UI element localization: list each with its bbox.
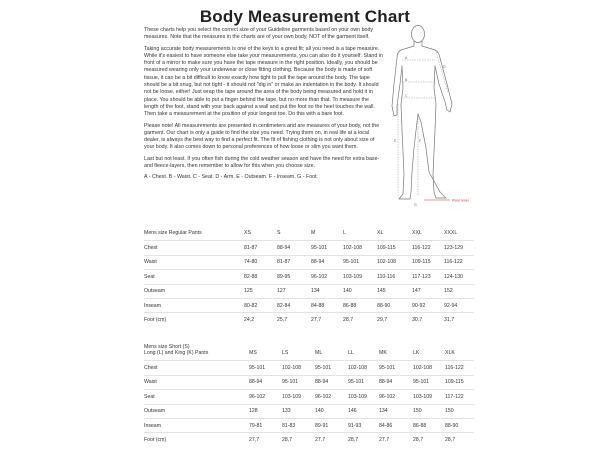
row-label: Seat xyxy=(144,390,249,404)
cell: 95-101 xyxy=(311,241,343,255)
cell: 96-102 xyxy=(379,390,413,404)
size-header: LK xyxy=(413,350,420,357)
regular-pants-size-table xyxy=(144,223,474,327)
intro-paragraph: Last but not least. If you often fish during the cold weather season and have the need for extra base- and fleece-layers, then remember to allow for this when you choose size. xyxy=(144,155,380,170)
cell: 95-101 xyxy=(249,361,282,375)
cell: 127 xyxy=(277,284,311,298)
row-label: Inseam xyxy=(144,418,249,432)
cell: 27,7 xyxy=(311,313,343,327)
cell: 96-102 xyxy=(249,390,282,404)
table-row xyxy=(144,418,474,432)
cell: 81-83 xyxy=(282,418,315,432)
cell: 96-102 xyxy=(311,270,343,284)
cell: 27,7 xyxy=(249,433,282,447)
cell: 117-123 xyxy=(412,270,444,284)
floor-label: Floor level xyxy=(452,198,469,203)
table-row xyxy=(144,375,474,389)
cell: 116-122 xyxy=(445,361,474,375)
cell: 150 xyxy=(413,404,445,418)
size-header: XS xyxy=(244,230,251,237)
cell: 95-101 xyxy=(379,361,413,375)
cell: 140 xyxy=(315,404,348,418)
table-row xyxy=(144,404,474,418)
cell: 95-101 xyxy=(282,375,315,389)
cell: 88-94 xyxy=(379,375,413,389)
cell: 28,7 xyxy=(445,433,474,447)
marker-label-e: E xyxy=(394,139,397,143)
cell: 102-108 xyxy=(343,241,377,255)
cell: 81-87 xyxy=(277,255,311,269)
table-caption-line: Mens size Short (S) xyxy=(144,344,190,351)
cell: 88-94 xyxy=(249,375,282,389)
cell: 74-80 xyxy=(244,255,277,269)
table-row xyxy=(144,298,474,312)
cell: 81-87 xyxy=(244,241,277,255)
body-measurement-figure xyxy=(388,22,478,214)
size-header: XL xyxy=(377,230,384,237)
marker-label-b: B xyxy=(405,78,408,82)
table-row xyxy=(144,284,474,298)
cell: 109-115 xyxy=(412,255,444,269)
table-row xyxy=(144,390,474,404)
row-label: Seat xyxy=(144,270,244,284)
intro-paragraph: Please note! All measurements are presented in centimeters and are measures of your body, not the garment. Our chart is only a guide to find the size you need. Trying them on, in real life at a local dealer, is always the best way to find a perfect fit. The fit of fishing clothing is not only about size of your body. It also comes down to personal preferences of how loose or slim you want them. xyxy=(144,122,380,151)
cell: 86-88 xyxy=(343,298,377,312)
table-row xyxy=(144,270,474,284)
row-label: Waist xyxy=(144,375,249,389)
table-row xyxy=(144,313,474,327)
size-header: XXL xyxy=(412,230,422,237)
cell: 27,7 xyxy=(315,433,348,447)
size-header: MS xyxy=(249,350,257,357)
cell: 28,7 xyxy=(282,433,315,447)
cell: 124-130 xyxy=(444,270,474,284)
table-row xyxy=(144,433,474,447)
cell: 146 xyxy=(348,404,379,418)
marker-label-f: F xyxy=(419,139,422,143)
cell: 95-101 xyxy=(348,375,379,389)
cell: 116-122 xyxy=(444,255,474,269)
cell: 84-88 xyxy=(311,298,343,312)
cell: 102-108 xyxy=(413,361,445,375)
cell: 88-94 xyxy=(277,241,311,255)
cell: 152 xyxy=(444,284,474,298)
row-label: Foot (cm) xyxy=(144,313,244,327)
cell: 25,7 xyxy=(277,313,311,327)
cell: 116-122 xyxy=(412,241,444,255)
cell: 24,2 xyxy=(244,313,277,327)
cell: 89-95 xyxy=(277,270,311,284)
row-label: Outseam xyxy=(144,404,249,418)
size-header: MK xyxy=(379,350,387,357)
table-row xyxy=(144,241,474,255)
cell: 31,7 xyxy=(444,313,474,327)
row-label: Waist xyxy=(144,255,244,269)
cell: 88-94 xyxy=(315,375,348,389)
cell: 95-101 xyxy=(315,361,348,375)
cell: 133 xyxy=(282,404,315,418)
cell: 29,7 xyxy=(377,313,412,327)
cell: 96-102 xyxy=(315,390,348,404)
marker-label-c: C xyxy=(405,94,408,98)
measurement-legend: A - Chest. B - Waist. C - Seat. D - Arm. E - Outseam. F - Inseam. G - Foot. xyxy=(144,174,319,181)
cell: 109-115 xyxy=(445,375,474,389)
size-header: M xyxy=(311,230,316,237)
intro-paragraph: Taking accurate body measurements is one of the keys to a great fit; all you need is a tape measure. While it's easiest to have someone else take your measurements, you can also do it yourself. Stand in front of a mirror to make sure you have the tape measure in the right position. Ideally, you should be measured wearing only your underwear or close fitting clothing. Because the body is made of soft tissue, it can be a bit difficult to know exactly how tight to pull the tape around the body. The tape should be a bit snug, but not tight - it should not "dig in" or make an indentation in the body. It should not be loose, either! Just wrap the tape around the area of the body being measured and hold it in place. You should be able to put a finger behind the tape, but no more than that. To measure the length of the foot, stand with your back against a wall and put the foot so the heel touches the wall. Then take a measurement at the position of your longest toe. Do this with a bare foot. xyxy=(144,45,383,118)
size-header: S xyxy=(277,230,281,237)
size-header: XLK xyxy=(445,350,455,357)
cell: 30,7 xyxy=(412,313,444,327)
cell: 128 xyxy=(249,404,282,418)
cell: 91-93 xyxy=(348,418,379,432)
table-row xyxy=(144,255,474,269)
cell: 82-84 xyxy=(277,298,311,312)
cell: 103-109 xyxy=(413,390,445,404)
cell: 147 xyxy=(412,284,444,298)
cell: 28,7 xyxy=(343,313,377,327)
cell: 95-101 xyxy=(413,375,445,389)
intro-paragraph: These charts help you select the correct size of your Guideline garments based on your own body measures. Note that the measures in the charts are of your own body, NOT of the garment itself. xyxy=(144,27,374,41)
row-label: Inseam xyxy=(144,298,244,312)
marker-label-d: D xyxy=(443,65,446,69)
cell: 134 xyxy=(311,284,343,298)
cell: 28,7 xyxy=(413,433,445,447)
size-header: ML xyxy=(315,350,323,357)
cell: 88-90 xyxy=(377,298,412,312)
row-label: Chest xyxy=(144,361,249,375)
row-label: Chest xyxy=(144,241,244,255)
cell: 82-88 xyxy=(244,270,277,284)
cell: 88-94 xyxy=(311,255,343,269)
cell: 125 xyxy=(244,284,277,298)
intro-text xyxy=(144,27,384,186)
cell: 92-94 xyxy=(444,298,474,312)
cell: 90-92 xyxy=(412,298,444,312)
row-label: Outseam xyxy=(144,284,244,298)
cell: 102-108 xyxy=(282,361,315,375)
cell: 103-109 xyxy=(282,390,315,404)
cell: 102-108 xyxy=(377,255,412,269)
cell: 28,7 xyxy=(348,433,379,447)
cell: 88-90 xyxy=(445,418,474,432)
page-title: Body Measurement Chart xyxy=(199,7,411,26)
cell: 145 xyxy=(377,284,412,298)
size-header: L xyxy=(343,230,346,237)
cell: 84-86 xyxy=(379,418,413,432)
cell: 117-122 xyxy=(445,390,474,404)
cell: 150 xyxy=(445,404,474,418)
marker-label-a: A xyxy=(405,56,408,60)
cell: 103-109 xyxy=(348,390,379,404)
table-caption xyxy=(144,343,249,361)
cell: 86-88 xyxy=(413,418,445,432)
size-header: LL xyxy=(348,350,354,357)
marker-label-g: G xyxy=(414,203,417,207)
size-header: LS xyxy=(282,350,289,357)
table-row xyxy=(144,361,474,375)
short-long-king-pants-size-table xyxy=(144,343,474,447)
cell: 109-115 xyxy=(377,241,412,255)
cell: 110-116 xyxy=(377,270,412,284)
cell: 123-129 xyxy=(444,241,474,255)
cell: 134 xyxy=(379,404,413,418)
cell: 103-109 xyxy=(343,270,377,284)
table-caption: Mens size Regular Pants xyxy=(144,230,202,237)
arm-guide xyxy=(436,52,448,92)
size-header: XXXL xyxy=(444,230,458,237)
table-caption-line: Long (L) and King (K) Pants xyxy=(144,350,209,357)
cell: 80-82 xyxy=(244,298,277,312)
cell: 140 xyxy=(343,284,377,298)
cell: 102-108 xyxy=(348,361,379,375)
row-label: Foot (cm) xyxy=(144,433,249,447)
cell: 95-101 xyxy=(343,255,377,269)
cell: 79-81 xyxy=(249,418,282,432)
cell: 89-91 xyxy=(315,418,348,432)
cell: 27,7 xyxy=(379,433,413,447)
